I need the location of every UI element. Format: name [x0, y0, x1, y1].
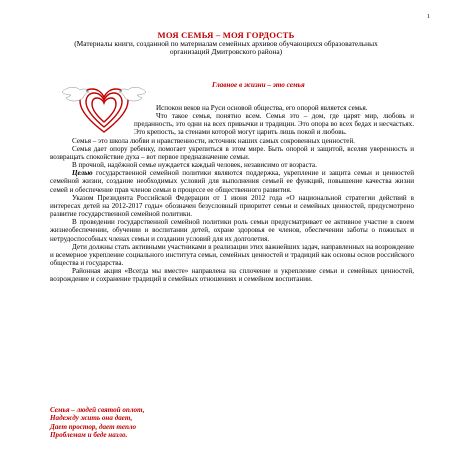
paragraph: Что такое семья, понятно всем. Семья это – дом, где царят мир, любовь и преданность, это одни на всех привычки и традиции. Это опора во всех бедах и несчастьях. Это крепость, за стенами которой могут царить лишь покой и любовь.: [134, 112, 414, 137]
page-number: 1: [427, 14, 430, 20]
paragraph: В проведении государственной семейной политики роль семьи предусматривает ее активное участие в своем жизнеобеспечении, обучении и воспитании детей, охране здоровья ее членов, обеспечении заботы о пожилых и нетрудоспособных членах семьи и создании условий для их долголетия.: [50, 218, 414, 243]
paragraph: Семья дает опору ребенку, помогает укрепиться в этом мире. Быть опорой и защитой, вселяя уверенность и возвращать спокойствие духа – вот первое предназначение семьи.: [50, 144, 414, 161]
paragraph: Семья – это школа любви и нравственности, источник наших самых сокровенных ценностей.: [72, 136, 356, 145]
poem-line: Дает простор, дает тепло: [50, 422, 137, 431]
poem: [50, 406, 145, 440]
emphasis-word: Целью: [72, 169, 93, 178]
paragraph: Дети должны стать активными участниками в реализации этих важнейших задач, направленных на возрождение и всемерное укрепление социального института семьи, семейных ценностей и традиций как основы основ российского общества и государства.: [50, 242, 414, 267]
paragraph: Испокон веков на Руси основой общества, его опорой является семья.: [156, 104, 368, 112]
paragraph: Указом Президента Российской Федерации от 1 июня 2012 года «О национальной стратегии действий в интересах детей на 2012-2017 годы» обозначен безусловный приоритет семьи и семейных ценностей, предусмотрено развитие государственной семейной политики.: [50, 193, 414, 219]
paragraph: Районная акция «Всегда мы вместе» направлена на сплочение и укрепление семьи и семейных ценностей, возрождение и сохранение традиций в семейных отношениях и семейном воспитании.: [50, 267, 414, 284]
document-body: [50, 104, 414, 283]
paragraph: В прочной, надёжной семье нуждается каждый человек, независимо от возраста.: [72, 161, 317, 170]
section-heading: Главное в жизни – это семья: [212, 81, 305, 89]
poem-line: Проблемам и беде назло.: [50, 431, 128, 440]
poem-line: Надежду жить она дает,: [50, 414, 133, 423]
page-subtitle: (Материалы книги, созданной по материалам семейных архивов обучающихся образовательных организаций Дмитровского района): [74, 39, 378, 57]
paragraph-text: государственной семейной политики являются поддержка, укрепление и защита семьи и ценностей семейной жизни, создание необходимых условий для выполнения семьей ее функций, повышение качества жизни семей и обеспечение прав членов семьи в процессе ее общественного развития.: [50, 169, 414, 194]
page-title: МОЯ СЕМЬЯ – МОЯ ГОРДОСТЬ: [157, 30, 295, 40]
paragraph: [50, 169, 414, 193]
poem-line: Семья – людей святой оплот,: [50, 406, 145, 414]
